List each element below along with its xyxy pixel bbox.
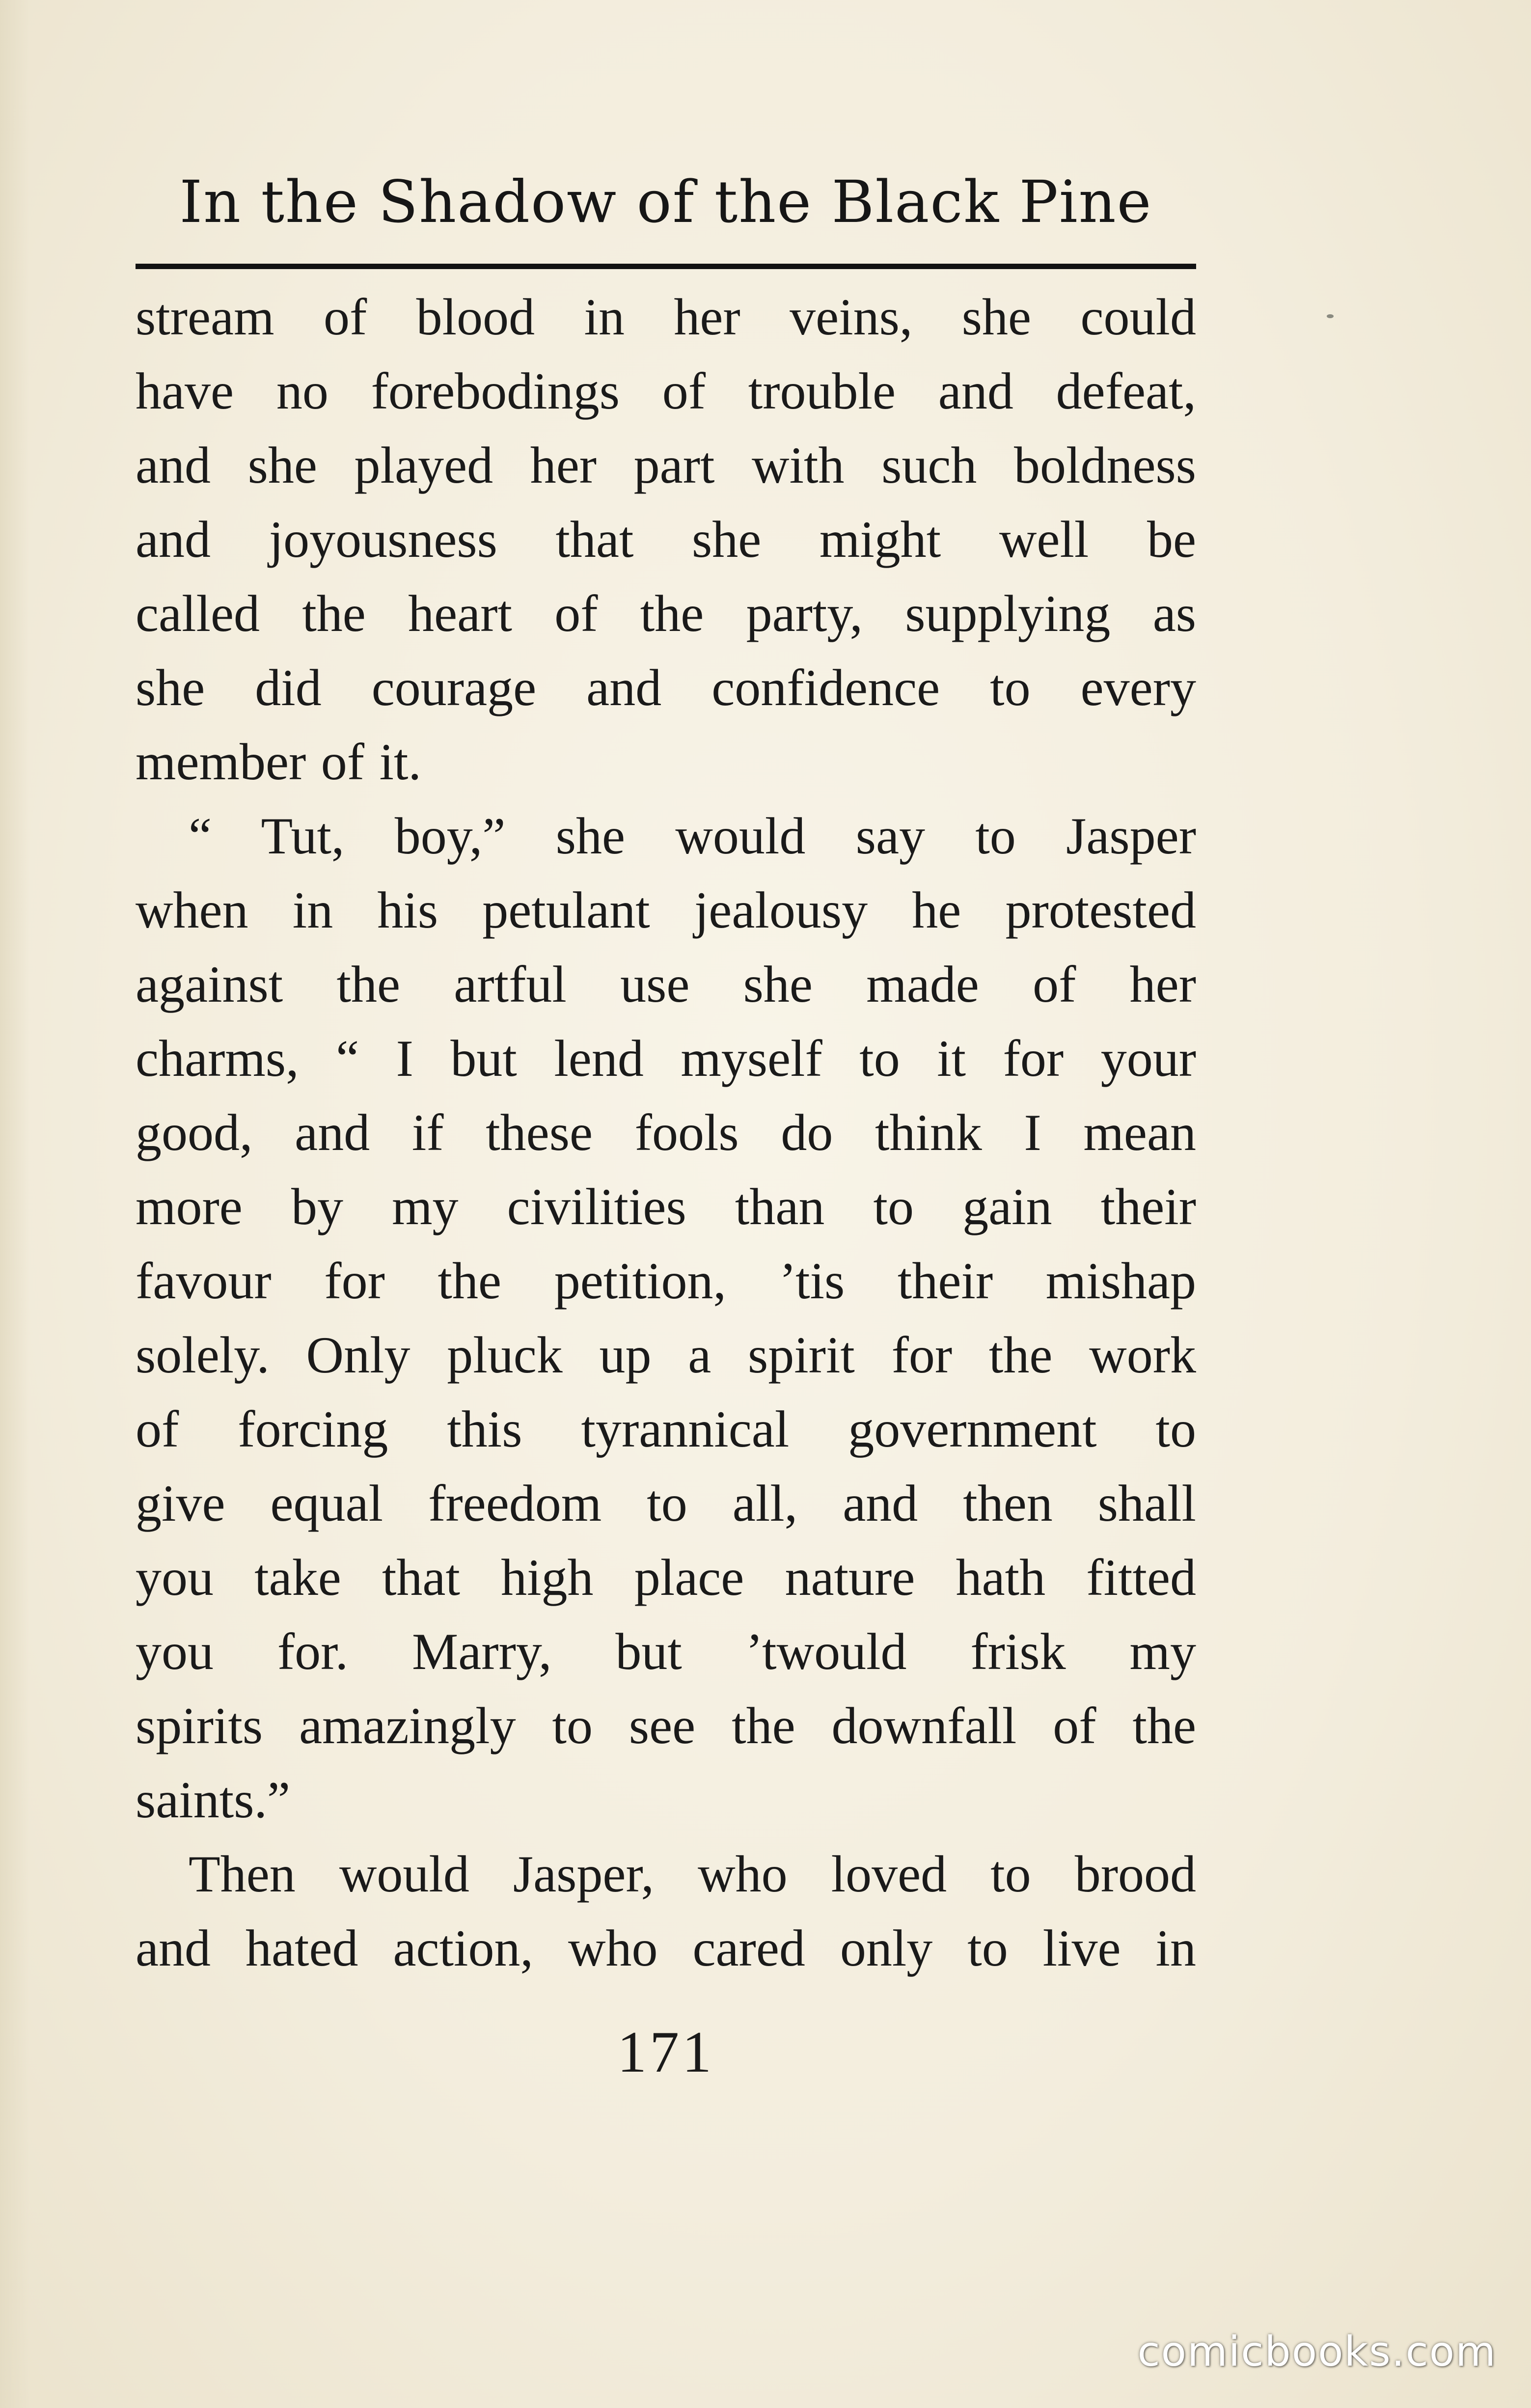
text-line: and hated action, who cared only to live in (136, 1919, 1196, 1977)
running-title: In the Shadow of the Black Pine (179, 168, 1152, 236)
body-text (136, 280, 1196, 1985)
text-line: favour for the petition, ’tis their mishap (136, 1252, 1196, 1310)
text-line: spirits amazingly to see the downfall of the (136, 1697, 1196, 1754)
text-line: she did courage and confidence to every (136, 659, 1196, 716)
text-line: and joyousness that she might well be (136, 511, 1196, 568)
text-line: solely. Only pluck up a spirit for the work (136, 1326, 1196, 1384)
text-line: Then would Jasper, who loved to brood (189, 1845, 1196, 1903)
text-line: charms, “ I but lend myself to it for your (136, 1030, 1196, 1087)
text-line: saints.” (136, 1771, 290, 1829)
text-line: and she played her part with such boldness (136, 437, 1196, 494)
text-line: member of it. (136, 733, 421, 791)
text-line: have no forebodings of trouble and defeat, (136, 362, 1196, 420)
text-line: you for. Marry, but ’twould frisk my (136, 1623, 1196, 1680)
header-rule (136, 264, 1196, 269)
watermark: comicbooks.com (1137, 2327, 1497, 2376)
text-line: of forcing this tyrannical government to (136, 1400, 1196, 1458)
text-line: more by my civilities than to gain their (136, 1178, 1196, 1235)
text-line: stream of blood in her veins, she could (136, 288, 1196, 346)
gutter-shadow (0, 0, 29, 2408)
paper-speck (1327, 314, 1334, 318)
text-line: you take that high place nature hath fitted (136, 1549, 1196, 1606)
text-line: good, and if these fools do think I mean (136, 1104, 1196, 1161)
text-line: against the artful use she made of her (136, 956, 1196, 1013)
text-line: when in his petulant jealousy he protested (136, 881, 1196, 939)
text-line: called the heart of the party, supplying as (136, 585, 1196, 642)
page-number: 171 (617, 2019, 714, 2084)
page-header (136, 162, 1196, 260)
text-line: “ Tut, boy,” she would say to Jasper (189, 807, 1196, 865)
text-line: give equal freedom to all, and then shall (136, 1475, 1196, 1532)
